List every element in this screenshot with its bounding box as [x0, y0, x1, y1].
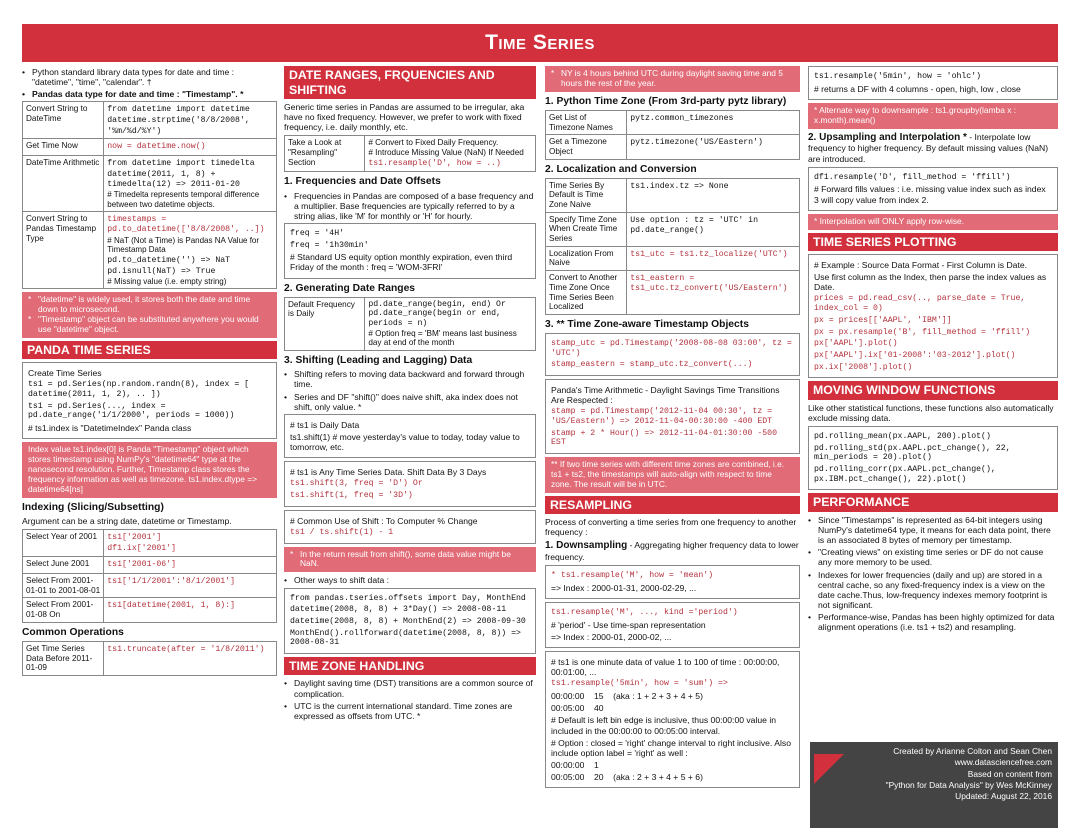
cell-label: Localization From Naive — [546, 246, 627, 270]
cell-note: # Convert to Fixed Daily Frequency. — [368, 138, 499, 148]
box-code: MonthEnd().rollforward(datetime(2008, 8, 8)) => 2008-08-31 — [290, 628, 521, 648]
cell-code: pytz.timezone('US/Eastern') — [630, 138, 763, 148]
credit-line: www.datasciencefree.com — [954, 757, 1052, 768]
bullet-other-shift: • Other ways to shift data : — [284, 575, 536, 585]
box-line: 00:05:00 40 — [551, 703, 604, 714]
cell-code: ts1['2001'] — [107, 533, 162, 543]
section-header-performance: PERFORMANCE — [808, 493, 1058, 512]
subheader-tz-aware: 3. ** Time Zone-aware Timestamp Objects — [545, 318, 749, 330]
cell-label: Specify Time Zone When Create Time Series — [546, 212, 627, 246]
bullet-perf-2: • "Creating views" on existing time series or DF do not cause any more memory to be used. — [808, 547, 1058, 567]
box-code: px['AAPL'].ix['01-2008':'03-2012'].plot() — [814, 350, 1016, 360]
box-line: Panda's Time Arithmetic - Daylight Savings Time Transitions Are Respected : — [551, 385, 780, 406]
cell-code: pd.isnull(NaT) => True — [107, 266, 216, 276]
cell-code: from datetime import timedelta — [107, 159, 255, 169]
subheader-common-ops: Common Operations — [22, 626, 124, 638]
subheader-downsampling: 1. Downsampling — [545, 540, 628, 552]
callout-tz-combine — [545, 457, 800, 493]
python-tz-table — [545, 110, 800, 160]
cell-label: DateTime Arithmetic — [23, 156, 104, 212]
box-code: pd.rolling_mean(px.AAPL, 200).plot() — [814, 431, 991, 441]
callout-line: ** If two time series with different time zones are combined, i.e. ts1 + ts2, the timestamps will auto-align with respect to time zone. The result will be in UTC. — [551, 458, 785, 489]
callout-line: * NY is 4 hours behind UTC during daylight saving time and 5 hours the rest of the year. — [551, 69, 794, 89]
box-code: * ts1.resample('M', how = 'mean') — [551, 571, 714, 581]
callout-line: * "Timestamp" object can be substituted anywhere you would use "datetime" object. — [28, 315, 271, 335]
cell-code: pd.date_range(begin, end) Or pd.date_range(begin or end, periods = n) — [368, 299, 506, 329]
cell-note: # Timedelta represents temporal difference between two datetime objects. — [107, 190, 260, 209]
box-code: ts1 / ts.shift(1) - 1 — [290, 527, 394, 537]
box-code: freq = '1h30min' — [290, 240, 369, 250]
box-line: Create Time Series — [28, 368, 102, 379]
box-line: 00:05:00 20 (aka : 2 + 3 + 4 + 5 + 6) — [551, 772, 703, 783]
bullet-pandas-type: • Pandas data type for date and time : "Timestamp". * — [22, 89, 277, 99]
cell-label: Get Time Now — [23, 139, 104, 156]
cell-code: ts1.truncate(after = '1/8/2011') — [107, 644, 265, 654]
bullet-python-types: • Python standard library data types for date and time : "datetime", "time", "calendar". † — [22, 67, 277, 87]
page-title: Time Series — [22, 24, 1058, 62]
box-line: => Index : 2000-01, 2000-02, ... — [551, 632, 672, 643]
cell-label: Get Time Series Data Before 2011-01-09 — [23, 641, 104, 675]
bullet-shifting-2: • Series and DF "shift()" does naive shift, aka index does not shift, only value. * — [284, 392, 536, 412]
box-line: => Index : 2000-01-31, 2000-02-29, ... — [551, 583, 697, 594]
section-header-date-ranges: DATE RANGES, FRQUENCIES AND SHIFTING — [284, 66, 536, 99]
column-4 — [808, 66, 1058, 826]
cell-code: ts1.resample('D', how = ..) — [368, 158, 501, 168]
callout-datetime — [22, 292, 277, 338]
cell-code: ts1_utc = ts1.tz_localize('UTC') — [630, 249, 788, 259]
cell-note: # Missing value (i.e. empty string) — [107, 276, 227, 286]
cell-code: pytz.common_timezones — [630, 113, 734, 123]
cell-label: Get a Timezone Object — [546, 135, 627, 159]
box-line: # Default is left bin edge is inclusive, thus 00:00:00 value in included in the 00:00:00 to 00:05:00 interval. — [551, 715, 777, 736]
shift-box-1 — [284, 414, 536, 458]
cell-code: timestamps = pd.to_datetime(['8/8/2008', ..]) — [107, 215, 265, 235]
downsample-box-3 — [545, 651, 800, 788]
callout-alt-downsample — [808, 103, 1058, 129]
resampling-desc: Process of converting a time series from one frequency to another frequency : — [545, 517, 797, 538]
callout-line: * Interpolation will ONLY apply row-wise. — [814, 215, 965, 226]
box-code: stamp + 2 * Hour() => 2012-11-04-01:30:00 -500 EST — [551, 428, 778, 448]
cell-code: datetime(2011, 1, 8) + timedelta(12) => 2011-01-20 — [107, 169, 240, 190]
shift-box-3 — [284, 510, 536, 544]
box-code: datetime(2008, 8, 8) + MonthEnd(2) => 2008-09-30 — [290, 616, 526, 626]
localization-table — [545, 178, 800, 315]
box-code: freq = '4H' — [290, 229, 345, 238]
section-header-plotting: TIME SERIES PLOTTING — [808, 233, 1058, 252]
box-line: # 'period' - Use time-span representation — [551, 619, 706, 630]
datetime-table — [22, 101, 277, 289]
cell-code: ts1_eastern = ts1_utc.tz_convert('US/Eastern') — [630, 274, 788, 293]
box-code: df1.resample('D', fill_method = 'ffill') — [814, 172, 1011, 182]
plotting-box — [808, 254, 1058, 378]
section-header-resampling: RESAMPLING — [545, 496, 800, 515]
box-code: stamp_eastern = stamp_utc.tz_convert(...) — [551, 360, 753, 370]
tz-aware-box-2 — [545, 379, 800, 454]
subheader-indexing: Indexing (Slicing/Subsetting) — [22, 501, 164, 513]
callout-line: * In the return result from shift(), some data value might be NaN. — [290, 550, 530, 570]
subheader-shifting: 3. Shifting (Leading and Lagging) Data — [284, 355, 473, 367]
generating-table — [284, 297, 536, 351]
subheader-frequencies: 1. Frequencies and Date Offsets — [284, 176, 441, 188]
box-line: # Standard US equity option monthly expiration, even third Friday of the month : freq = 'WOM-3FRI' — [290, 252, 513, 273]
upsample-box — [808, 167, 1058, 211]
box-code: px = px.resample('B', fill_method = 'ffill') — [814, 327, 1031, 337]
box-code: ts1.shift(3, freq = 'D') Or — [290, 479, 423, 489]
bullet-dst: • Daylight saving time (DST) transitions are a common source of complication. — [284, 678, 536, 698]
credit-line: "Python for Data Analysis" by Wes McKinney — [885, 780, 1052, 791]
cell-code: ts1[datetime(2001, 1, 8):] — [107, 601, 236, 611]
cell-code: now = datetime.now() — [107, 142, 206, 152]
column-2 — [284, 66, 536, 826]
tz-aware-box-1 — [545, 333, 800, 376]
moving-window-box — [808, 426, 1058, 490]
box-code: stamp_utc = pd.Timestamp('2008-08-08 03:00', tz = 'UTC') — [551, 338, 792, 358]
subheader-upsampling: 2. Upsampling and Interpolation * — [808, 131, 967, 143]
box-code: pd.rolling_corr(px.AAPL.pct_change(), px.IBM.pct_change(), 22).plot() — [814, 464, 996, 484]
box-code: from pandas.tseries.offsets import Day, MonthEnd — [290, 593, 526, 603]
bullet-utc: • UTC is the current international standard. Time zones are expressed as offsets from UTC. * — [284, 701, 536, 721]
box-code: ts1.shift(1, freq = '3D') — [290, 491, 413, 501]
credit-line: Based on content from — [967, 768, 1052, 779]
cell-code: ts1['1/1/2001':'8/1/2001'] — [107, 577, 236, 587]
box-line: # Common Use of Shift : To Computer % Change — [290, 515, 478, 526]
box-code: px['AAPL'].plot() — [814, 339, 898, 349]
indexing-table — [22, 529, 277, 623]
box-code: pd.rolling_std(px.AAPL.pct_change(), 22, min_periods = 20).plot() — [814, 443, 1011, 463]
resampling-ref-table — [284, 135, 536, 172]
cell-label: Select June 2001 — [23, 557, 104, 574]
box-line: # ts1.index is "DatetimeIndex" Panda class — [28, 423, 192, 434]
upsampling-desc: - Interpolate low frequency to higher frequency. By default missing values (NaN) are introduced. — [808, 131, 1049, 164]
cell-code: Use option : tz = 'UTC' in pd.date_range() — [630, 215, 759, 236]
box-code: ts1 = pd.Series(np.random.randn(8), index = [ datetime(2011, 1, 2), .. ]) — [28, 380, 250, 400]
section-header-moving-window: MOVING WINDOW FUNCTIONS — [808, 381, 1058, 400]
logo-triangle-icon — [814, 754, 844, 784]
cell-code: df1.ix['2001'] — [107, 543, 177, 553]
downsampling-desc: - Aggregating higher frequency data to lower frequency. — [545, 540, 799, 563]
section-header-panda-time-series: PANDA TIME SERIES — [22, 341, 277, 360]
callout-line: Index value ts1.index[0] is Panda "Timestamp" object which stores timestamp using NumPy's "datetime64" type at the nanosecond resolution. Further, Timestamp class stores the frequency information as well as timezone. ts1.index.dtype => datetime64[ns] — [28, 444, 258, 494]
credit-line: Updated: August 22, 2016 — [955, 791, 1052, 802]
indexing-desc: Argument can be a string date, datetime or Timestamp. — [22, 515, 232, 526]
cell-note: # Introduce Missing Value (NaN) If Needed — [368, 148, 524, 158]
callout-line: * Alternate way to downsample : ts1.groupby(lamba x : x.month).mean() — [814, 104, 1017, 125]
box-line: # Forward fills values : i.e. missing value index such as index 3 will copy value from index 2. — [814, 184, 1046, 205]
date-ranges-desc: Generic time series in Pandas are assumed to be irregular, aka have no fixed frequency. However, we prefer to work with fixed frequency, i.e. daily monthly, etc. — [284, 102, 525, 133]
box-line: # ts1 is Any Time Series Data. Shift Data By 3 Days — [290, 467, 487, 478]
box-code: ts1.resample('5min', how = 'sum') => — [551, 679, 728, 689]
cell-label: Get List of Timezone Names — [546, 110, 627, 134]
column-3 — [545, 66, 800, 826]
cell-note: # NaT (Not a Time) is Pandas NA Value for Timestamp Data — [107, 235, 260, 255]
callout-line: * "datetime" is widely used, it stores both the date and time down to microsecond. — [28, 295, 271, 315]
callout-shift-nan — [284, 547, 536, 573]
cell-code: ts1['2001-06'] — [107, 560, 177, 570]
box-line: # ts1 is Daily Data — [290, 419, 360, 430]
shift-box-2 — [284, 461, 536, 506]
ohlc-box — [808, 66, 1058, 100]
credit-footer — [810, 742, 1058, 828]
common-ops-table — [22, 641, 277, 676]
panda-create-box — [22, 362, 277, 439]
box-code: datetime(2008, 8, 8) + 3*Day() => 2008-08-11 — [290, 605, 507, 615]
box-line: # returns a DF with 4 columns - open, high, low , close — [814, 83, 1021, 94]
box-line: # ts1 is one minute data of value 1 to 100 of time : 00:00:00, 00:01:00, ... — [551, 657, 780, 678]
other-shift-box — [284, 588, 536, 654]
box-line: 00:00:00 1 — [551, 759, 599, 770]
downsample-box-2 — [545, 602, 800, 648]
moving-window-desc: Like other statistical functions, these functions also automatically exclude missing data. — [808, 402, 1054, 423]
bullet-shifting-1: • Shifting refers to moving data backward and forward through time. — [284, 369, 536, 389]
box-code: px.ix['2008'].plot() — [814, 362, 913, 372]
bullet-perf-1: • Since "Timestamps" is represented as 64-bit integers using NumPy's datetime64 type, it means for each data point, there is an associated 8 bytes of memory per timestamp. — [808, 515, 1058, 545]
cell-note: # Option freq = 'BM' means last business day at end of the month — [368, 328, 517, 348]
column-1 — [22, 66, 277, 826]
box-code: prices = pd.read_csv(.., parse_date = True, index_col = 0) — [814, 294, 1026, 314]
downsample-box-1 — [545, 565, 800, 599]
bullet-frequencies: • Frequencies in Pandas are composed of a base frequency and a multiplier. Base frequencies are typically referred to by a string alias, like 'M' for monthly or 'H' for hourly. — [284, 191, 536, 221]
cell-code: ts1.index.tz => None — [630, 181, 729, 191]
cell-code: datetime.strptime('8/8/2008', '%m/%d/%Y') — [107, 116, 250, 136]
callout-index-value — [22, 442, 277, 498]
cell-label: Convert to Another Time Zone Once Time Series Been Localized — [546, 271, 627, 315]
callout-interpolation — [808, 214, 1058, 230]
subheader-generating: 2. Generating Date Ranges — [284, 282, 416, 294]
cell-label: Time Series By Default is Time Zone Naive — [546, 178, 627, 212]
cell-code: from datetime import datetime — [107, 105, 250, 115]
cell-label: Select Year of 2001 — [23, 530, 104, 557]
bullet-perf-4: • Performance-wise, Pandas has been highly optimized for data alignment operations (i.e. ts1 + ts2) and resampling. — [808, 612, 1058, 632]
cell-label: Take a Look at "Resampling" Section — [285, 136, 365, 172]
subheader-python-tz: 1. Python Time Zone (From 3rd-party pytz library) — [545, 95, 787, 107]
box-code: ts1.resample('5min', how = 'ohlc') — [814, 72, 982, 81]
cell-label: Select From 2001-01-08 On — [23, 598, 104, 622]
bullet-perf-3: • Indexes for lower frequencies (daily and up) are stored in a central cache, so any fixed-frequency index is a view on the date cache.Thus, low-frequency indexes memory footprint is not significant. — [808, 570, 1058, 611]
box-line: 00:00:00 15 (aka : 1 + 2 + 3 + 4 + 5) — [551, 691, 703, 702]
credit-line: Created by Arianne Colton and Sean Chen — [893, 746, 1052, 756]
callout-ny-utc — [545, 66, 800, 92]
box-line: # Option : closed = 'right' change interval to right inclusive. Also include option label = 'right' as well : — [551, 737, 791, 758]
box-code: stamp = pd.Timestamp('2012-11-04 00:30', tz = 'US/Eastern') => 2012-11-04-00:30:00 -400 EDT — [551, 407, 773, 426]
box-line: # Example : Source Data Format - First Column is Date. — [814, 260, 1028, 271]
box-code: ts1 = pd.Series(..., index = pd.date_range('1/1/2000', periods = 1000)) — [28, 401, 235, 421]
subheader-localization: 2. Localization and Conversion — [545, 163, 697, 175]
cell-label: Default Frequency is Daily — [285, 297, 365, 350]
section-header-time-zone: TIME ZONE HANDLING — [284, 657, 536, 676]
cell-code: pd.to_datetime('') => NaT — [107, 256, 231, 266]
box-code: ts1.resample('M', ..., kind ='period') — [551, 608, 738, 618]
cell-label: Convert String to DateTime — [23, 102, 104, 139]
cell-label: Select From 2001-01-01 to 2001-08-01 — [23, 574, 104, 598]
cell-label: Convert String to Pandas Timestamp Type — [23, 212, 104, 289]
freq-box — [284, 223, 536, 279]
box-line: Use first column as the Index, then parse the index values as Date. — [814, 272, 1047, 293]
box-line: ts1.shift(1) # move yesterday's value to today, today value to tomorrow, etc. — [290, 431, 520, 453]
box-code: px = prices[['AAPL', 'IBM']] — [814, 315, 952, 325]
